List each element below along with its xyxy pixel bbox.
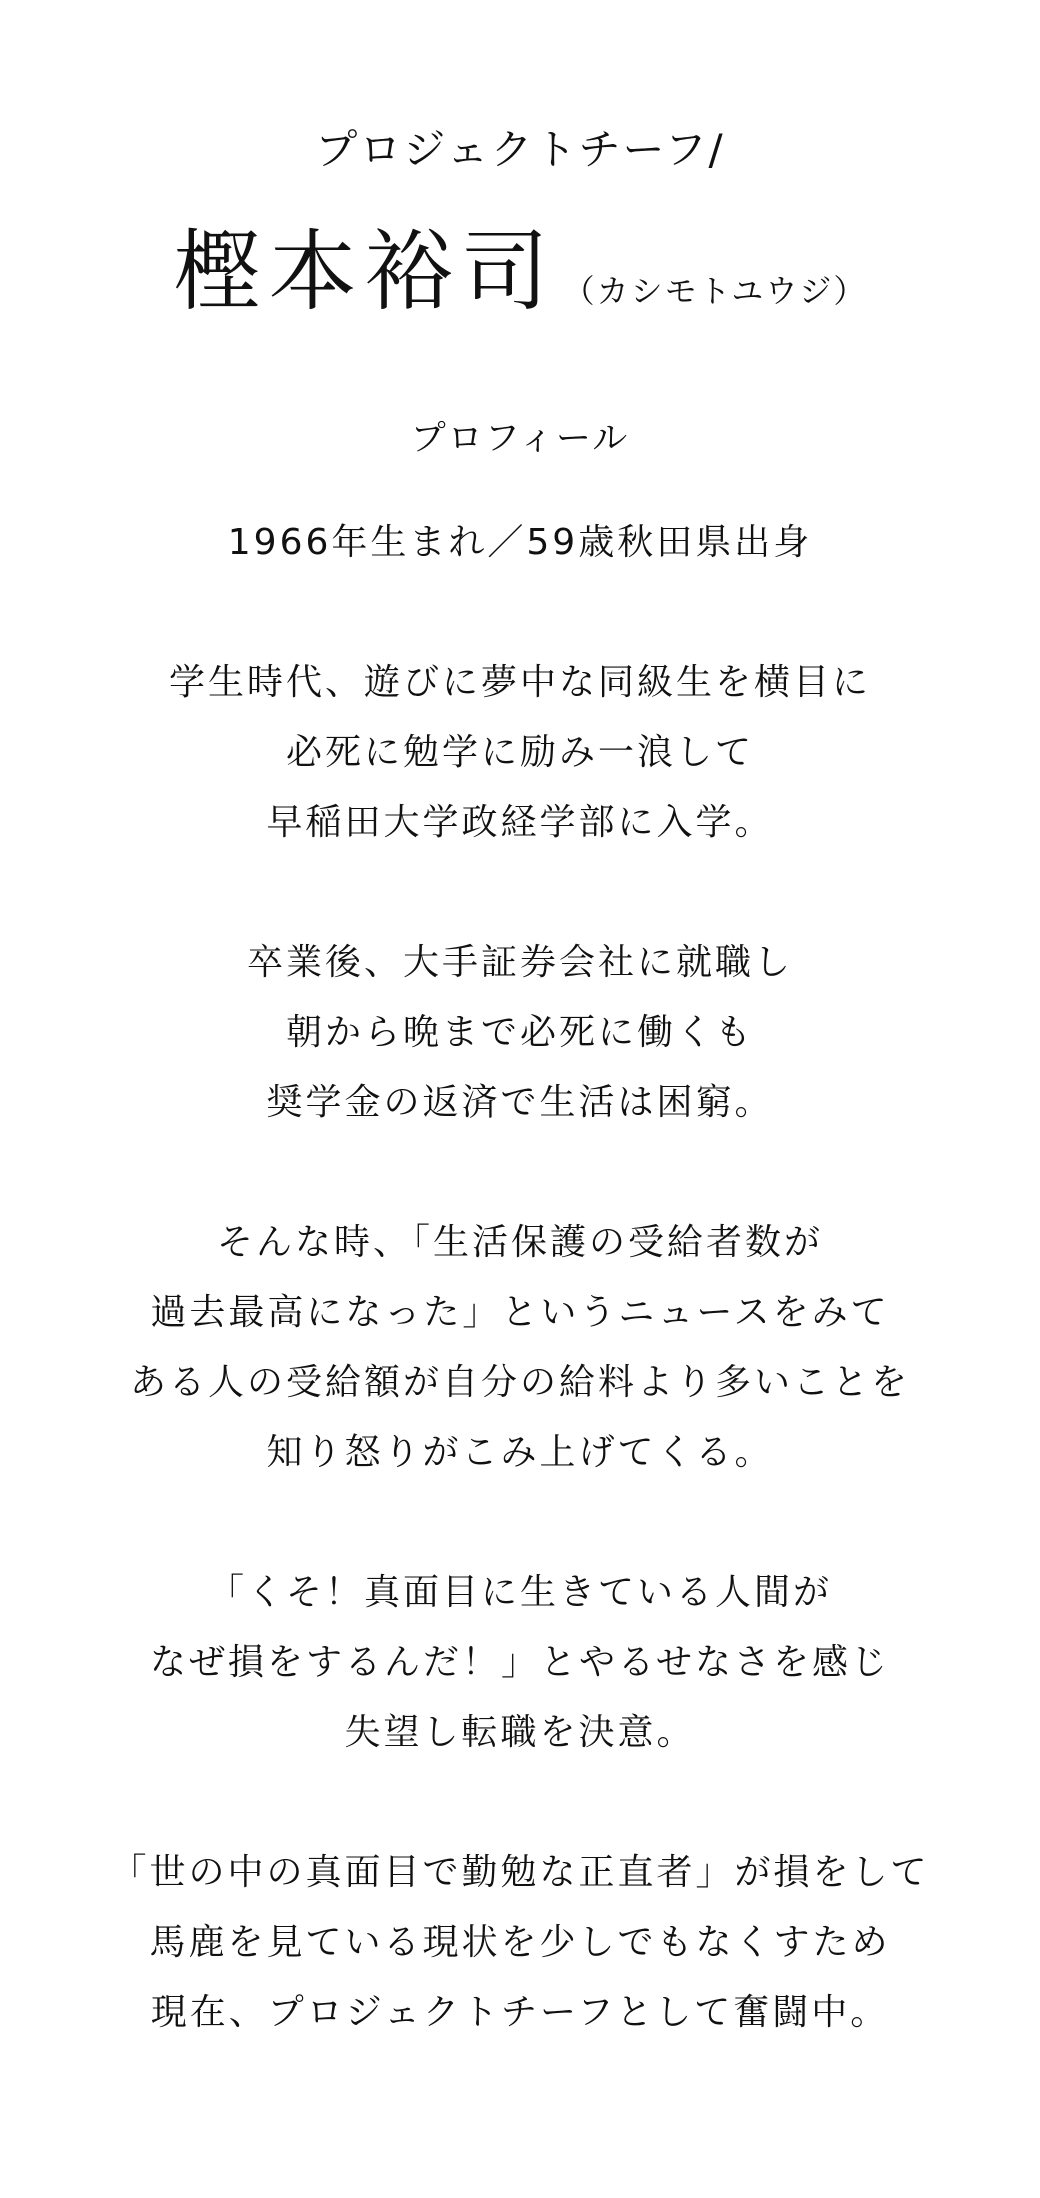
person-name-kana: （カシモトユウジ） bbox=[562, 272, 868, 310]
bio-line: 卒業後、大手証券会社に就職し bbox=[246, 942, 793, 983]
bio-line: 過去最高になった」というニュースをみて bbox=[150, 1292, 890, 1333]
bio-line: 知り怒りがこみ上げてくる。 bbox=[266, 1432, 774, 1473]
bio-line: 現在、プロジェクトチーフとして奮闘中。 bbox=[150, 1992, 890, 2033]
bio-line: 「世の中の真面目で勤勉な正直者」が損をして bbox=[110, 1852, 930, 1893]
profile-heading: プロフィール bbox=[410, 419, 630, 459]
bio-line: 必死に勉学に励み一浪して bbox=[285, 732, 754, 773]
bio-paragraph-decision bbox=[0, 1558, 1040, 1768]
bio-paragraph-birth bbox=[0, 508, 1040, 578]
bio-line: 学生時代、遊びに夢中な同級生を横目に bbox=[168, 662, 871, 703]
bio-paragraph-school bbox=[0, 648, 1040, 858]
bio-line: 失望し転職を決意。 bbox=[344, 1712, 696, 1753]
bio-line: 早稲田大学政経学部に入学。 bbox=[266, 802, 774, 843]
bio-line: ある人の受給額が自分の給料より多いことを bbox=[129, 1362, 910, 1403]
role-title: プロジェクトチーフ/ bbox=[315, 125, 725, 174]
bio-line: そんな時、「生活保護の受給者数が bbox=[216, 1222, 823, 1263]
bio-text bbox=[0, 508, 1040, 2048]
bio-paragraph-news bbox=[0, 1208, 1040, 1488]
bio-line: 「くそ！真面目に生きている人間が bbox=[207, 1572, 832, 1613]
bio-line: 1966年生まれ／59歳秋田県出身 bbox=[227, 522, 813, 563]
bio-paragraph-career bbox=[0, 928, 1040, 1138]
bio-line: 馬鹿を見ている現状を少しでもなくすため bbox=[149, 1922, 891, 1963]
bio-line: 朝から晩まで必死に働くも bbox=[285, 1012, 754, 1053]
bio-line: 奨学金の返済で生活は困窮。 bbox=[266, 1082, 774, 1123]
person-name: 樫本裕司 bbox=[172, 220, 557, 323]
name-row bbox=[0, 222, 1040, 322]
bio-paragraph-mission bbox=[0, 1838, 1040, 2048]
bio-line: なぜ損をするんだ！」とやるせなさを感じ bbox=[150, 1642, 890, 1683]
